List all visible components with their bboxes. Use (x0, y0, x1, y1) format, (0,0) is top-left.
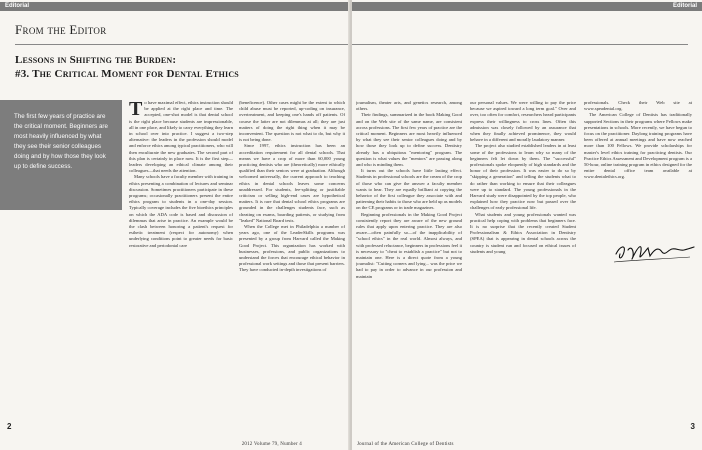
paragraph: (beneficence). Other cases might be the extent to which child abuse must be reported, up-coding on insurance, overtreatment, and keeping one's hands off patients. Of course the latter are not dilemmas at all; they are just matters of doing the right thing when it may be inconvenient. The question is not what to do, but why it is not being done. (239, 100, 345, 143)
text-column-4 (470, 100, 576, 423)
paragraph: Since 1997, ethics instruction has been an accreditation requirement for all dental schools. That means we have a crop of more than 60,000 young practicing dentists who are (theoretically) more ethically qualified than their seniors were at graduation. Although welcomed universally, the current approach to teaching ethics in dental schools leaves some concerns unaddressed. For students, fee-splitting or justifiable criticism or selling high-end cases are hypothetical matters. It is rare that dental school ethics programs are grounded in the challenges students face, such as cheating on exams, boarding patients, or studying from "leaked" National Board tests. (239, 143, 345, 223)
paragraph: It turns out the schools have little lasting effect. Students in professional schools are the cream of the crop of those who can give the answer a faculty member wants to hear. They are equally brilliant at copying the behavior of the first colleague they associate with and patterning their habits to those who are held up as models on the CE programs or in trade magazines. (356, 168, 462, 211)
text-column-5 (584, 100, 692, 230)
paragraph: When the College met in Philadelphia a number of years ago, one of the LeaderSkills programs was presented by a group from Harvard called the Making Good Project. This organization has worked with businesses, professions, and public organizations to understand the forces that encourage ethical behavior in professional work settings and those that present barriers. They have conducted in-depth investigations of (239, 224, 345, 273)
left-page-number: 2 (7, 422, 12, 431)
text-column-2 (239, 100, 345, 423)
section-title: From the Editor (15, 22, 107, 37)
right-header-label: Editorial (672, 3, 697, 9)
left-page (0, 0, 350, 450)
drop-cap: T (129, 100, 143, 120)
left-header-label: Editorial (5, 3, 30, 9)
editor-signature (610, 232, 696, 272)
title-rule (15, 44, 350, 45)
paragraph: What students and young professionals wanted was practical help coping with problems that beginners face. It is no surprise that the recently created Student Professionalism & Ethics Association in Dentistry (SPEA) that is appearing in dental schools across the country is student run and focused on ethical issues of students and young (470, 211, 576, 254)
paragraph: Their findings, summarized in the book Making Good and on the Web site of the same name, are consistent across professions. The first few years of practice are the critical moment. Beginners are most heavily influenced by what they see their senior colleagues doing and by how those they look up to define success. Dentistry already has a ubiquitous "mentoring" program. The question is what values the "mentors" are passing along and who is minding them. (356, 112, 462, 168)
paragraph: Beginning professionals in the Making Good Project consistently report they are aware of the new ground rules that apply upon entering practice. They are also aware—often painfully so—of the inapplicability of "school ethics" in the real world. Almost always, and with professed reluctance, beginners in professions feel it is necessary to "cheat to establish a practice" but not to maintain one. Here is a direct quote from a young journalist: "Cutting corners and lying... was the price we had to pay in order to advance in our profession and maintain (356, 211, 462, 279)
left-footer-text: 2012 Volume 79, Number 4 (241, 442, 302, 447)
article-headline (15, 53, 239, 81)
paragraph: professionals. Check their Web site at www.speadental.org. (584, 100, 692, 112)
left-header-bar (0, 2, 350, 11)
paragraph: Many schools have a faculty member with training in ethics presenting a combination of lectures and seminar discussion. Sometimes practitioners participate in these programs; occasionally practitioners present the entire ethics program to students in a one-day session. Typically coverage includes the five bioethics principles on which the ADA code is based and discussion of dilemmas that arise in practice. An example would be the clash between honoring a patient's request for esthetic treatment (respect for autonomy) when underlying conditions point to greater needs for basic restorative and periodontal care (129, 174, 233, 248)
pullquote-text: The first few years of practice are the critical moment. Beginners are most heavily influenced by what they see their senior colleagues doing and by how those they look up to define success. (14, 113, 108, 170)
paragraph: journalism, theater arts, and genetics research, among others. (356, 100, 462, 112)
right-page (352, 0, 702, 450)
headline-line-1: Lessons in Shifting the Burden: (15, 54, 177, 66)
headline-line-2: #3. The Critical Moment for Dental Ethics (15, 68, 239, 80)
right-header-bar (352, 2, 702, 11)
text-column-3 (356, 100, 462, 423)
right-title-rule (352, 44, 688, 45)
paragraph: our personal values. We were willing to pay the price because we aspired toward a long term goal." Over and over, too often for comfort, researchers heard participants express their willingness to cross lines. Often this admission was closely followed by an assurance that when they finally achieved prominence, they would behave in a different and morally laudatory manner. (470, 100, 576, 143)
paragraph: The American College of Dentists has traditionally supported Sections in their programs where Fellows make presentations in schools. More recently, we have begun to focus on the practitioner. Daylong training programs have been offered at annual meetings and have now reached more than 100 Fellows. We provide scholarships for master's level ethics training for practicing dentists. Our Practice Ethics Assessment and Development program is a 50-hour, online training program in ethics designed for the entire dental office team available at www.dentalethics.org. (584, 112, 692, 180)
right-page-number: 3 (690, 422, 695, 431)
pullquote-box (0, 100, 122, 210)
paragraph: The project also studied established leaders in at least some of the professions to learn why so many of the beginners felt let down by them. The "successful" professionals spoke eloquently of high standards and the honor of their profession. It was easier to do so by "skipping a generation" and telling the students what to do rather than working to ensure that their colleagues were up to standard. The young professionals in the Harvard study were disappointed by the top people, who explained how they practice now but passed over the challenges of early professional life. (470, 143, 576, 211)
text-column-1 (129, 100, 233, 423)
paragraph: To have maximal effect, ethics instruction should be applied at the right place and time. The accepted, one-shot model is that dental school is the right place because students are impressionable, all in one place, and likely to carry everything they learn in school over into practice. I suggest a two-step alternative: the leaders in the profession should model and enforce ethics among typical practitioners, who will then enculturate the new graduates. The second part of this plan is certainly in place now. It is the first step—leaders developing an ethical climate among their colleagues—that needs the attention. (129, 100, 233, 174)
right-footer-text: Journal of the American College of Dentists (357, 442, 454, 447)
